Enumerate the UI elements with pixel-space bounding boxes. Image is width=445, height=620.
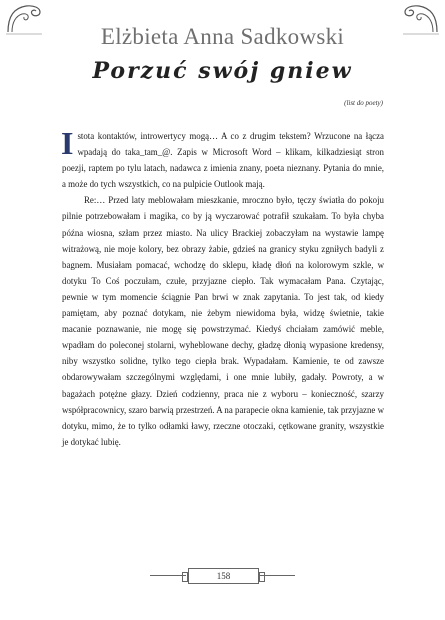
page-title: Porzuć swój gniew: [92, 58, 353, 84]
page-number: 158: [188, 568, 259, 584]
footer-rule: [150, 575, 186, 576]
paragraph-text: stota kontaktów, introwertycy mogą… A co z drugim tekstem? Wrzucone na łącza wpadają do taka_tam_@. Zapis w Microsoft Word – klikam, kilkadziesiąt stron poezji, raptem po tylu latach, nadawca z imienia znany, poeta nieznany. Pytania do mnie, a może do tych wszystkich, co na pulpicie Outlook mają.: [62, 131, 384, 190]
page-footer: [150, 568, 295, 584]
footer-rule: [259, 575, 295, 576]
paragraph: [61, 125, 384, 192]
subtitle-note: (list do poety): [344, 99, 383, 107]
body-text: [61, 125, 384, 450]
author-name: Elżbieta Anna Sadkowski: [100, 24, 345, 49]
drop-cap: I: [61, 125, 74, 161]
paragraph: Re:… Przed laty meblowałam mieszkanie, mroczno było, tęczy światła do pokoju pilnie potrzebowałam i magika, co by ją wyczarować potrafił szukałam. To była chyba późna wiosna, szłam przez miasto. Na ulicy Brackiej zobaczyłam na wystawie lampę witrażową, nie moje kolory, bez obrazy żabie, gdzieś na granicy styku zgniłych badyli z bagnem. Musiałam pomacać, wchodzę do sklepu, kładę dłoń na kolorowym szkle, w dotyku To Coś poczułam, czułe, przyjazne ciepło. Tak wymacałam Pana. Czytając, pewnie w tym momencie ściągnie Pan brwi w znak zapytania. To jest tak, od kiedy pamiętam, aby poznać dotykam, nie żebym niewidoma była, widzę świetnie, takie macanie poznawanie, nie mogę się powstrzymać. Kiedyś chciałam zamówić meble, wpadłam do poleconej stolarni, wyheblowane dechy, gładzę dłonią wypasione kredensy, niby wszystko solidne, tylko tego ciepła brak. Wypadałam. Kamienie, te od zawsze obdarowywałam szczególnymi względami, i one mnie lubiły, gadały. Powroty, a w bagażach potężne głazy. Dzień codzienny, praca nie z wyboru – konieczność, szarzy współpracownicy, szaro barwią przestrzeń. A na parapecie okna kamienie, tak przyjazne w dotyku, mimo, że to tylko odłamki ławy, rzeczne otoczaki, cętkowane granity, wszystkie je dotykać lubię.: [62, 195, 384, 447]
